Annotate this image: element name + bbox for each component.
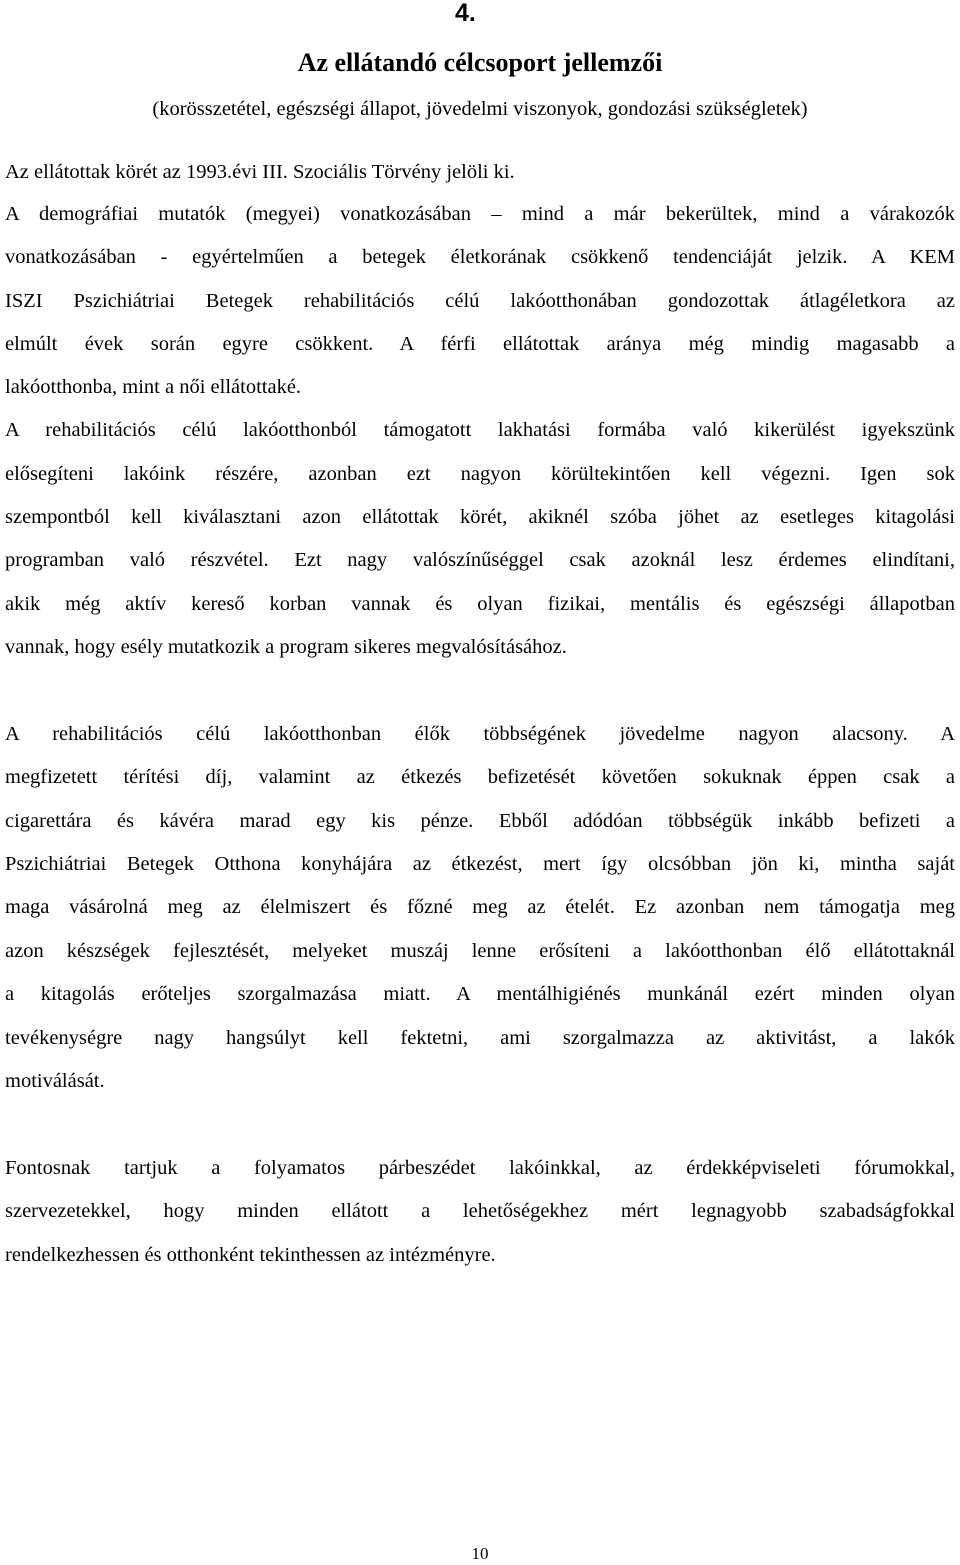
text-line: cigarettára és kávéra marad egy kis pénze. Ebből adódóan többségük inkább befizeti a <box>5 810 955 832</box>
text-line: elmúlt évek során egyre csökkent. A férfi ellátottak aránya még mindig magasabb a <box>5 333 955 355</box>
text-line: vonatkozásában - egyértelműen a betegek életkorának csökkenő tendenciáját jelzik. A KEM <box>5 246 955 268</box>
text-line: tevékenységre nagy hangsúlyt kell fektetni, ami szorgalmazza az aktivitást, a lakók <box>5 1027 955 1049</box>
text-line: A rehabilitációs célú lakóotthonban élők többségének jövedelme nagyon alacsony. A <box>5 723 955 745</box>
text-line: programban való részvétel. Ezt nagy valószínűséggel csak azoknál lesz érdemes elindítani, <box>5 549 955 571</box>
chapter-number: 4. <box>455 0 476 27</box>
text-line: maga vásárolná meg az élelmiszert és főzné meg az ételét. Ez azonban nem támogatja meg <box>5 896 955 918</box>
text-line: vannak, hogy esély mutatkozik a program sikeres megvalósításához. <box>5 636 567 658</box>
chapter-subtitle: (korösszetétel, egészségi állapot, jövedelmi viszonyok, gondozási szükségletek) <box>152 98 808 120</box>
text-line: megfizetett térítési díj, valamint az étkezés befizetését követően sokuknak éppen csak a <box>5 766 955 788</box>
text-line: Pszichiátriai Betegek Otthona konyhájára az étkezést, mert így olcsóbban jön ki, mintha saját <box>5 853 955 875</box>
text-line: szervezetekkel, hogy minden ellátott a lehetőségekhez mért legnagyobb szabadságfokkal <box>5 1200 955 1222</box>
text-line: motiválását. <box>5 1070 105 1092</box>
chapter-title: Az ellátandó célcsoport jellemzői <box>297 48 663 77</box>
text-line: A demográfiai mutatók (megyei) vonatkozásában – mind a már bekerültek, mind a várakozók <box>5 203 955 225</box>
text-line: akik még aktív kereső korban vannak és olyan fizikai, mentális és egészségi állapotban <box>5 593 955 615</box>
text-line: Fontosnak tartjuk a folyamatos párbeszédet lakóinkkal, az érdekképviseleti fórumokkal, <box>5 1157 955 1179</box>
text-line: a kitagolás erőteljes szorgalmazása miatt. A mentálhigiénés munkánál ezért minden olyan <box>5 983 955 1005</box>
page-number: 10 <box>471 1544 489 1563</box>
text-line: A rehabilitációs célú lakóotthonból támogatott lakhatási formába való kikerülést igyekszünk <box>5 419 955 441</box>
text-line: Az ellátottak körét az 1993.évi III. Szociális Törvény jelöli ki. <box>5 161 515 183</box>
text-line: ISZI Pszichiátriai Betegek rehabilitációs célú lakóotthonában gondozottak átlagéletkora az <box>5 290 955 312</box>
text-line: elősegíteni lakóink részére, azonban ezt nagyon körültekintően kell végezni. Igen sok <box>5 463 955 485</box>
text-line: lakóotthonba, mint a női ellátottaké. <box>5 376 302 398</box>
text-line: rendelkezhessen és otthonként tekinthessen az intézményre. <box>5 1244 496 1266</box>
text-line: azon készségek fejlesztését, melyeket muszáj lenne erősíteni a lakóotthonban élő ellátottaknál <box>5 940 955 962</box>
text-line: szempontból kell kiválasztani azon ellátottak körét, akiknél szóba jöhet az esetleges kitagolási <box>5 506 955 528</box>
